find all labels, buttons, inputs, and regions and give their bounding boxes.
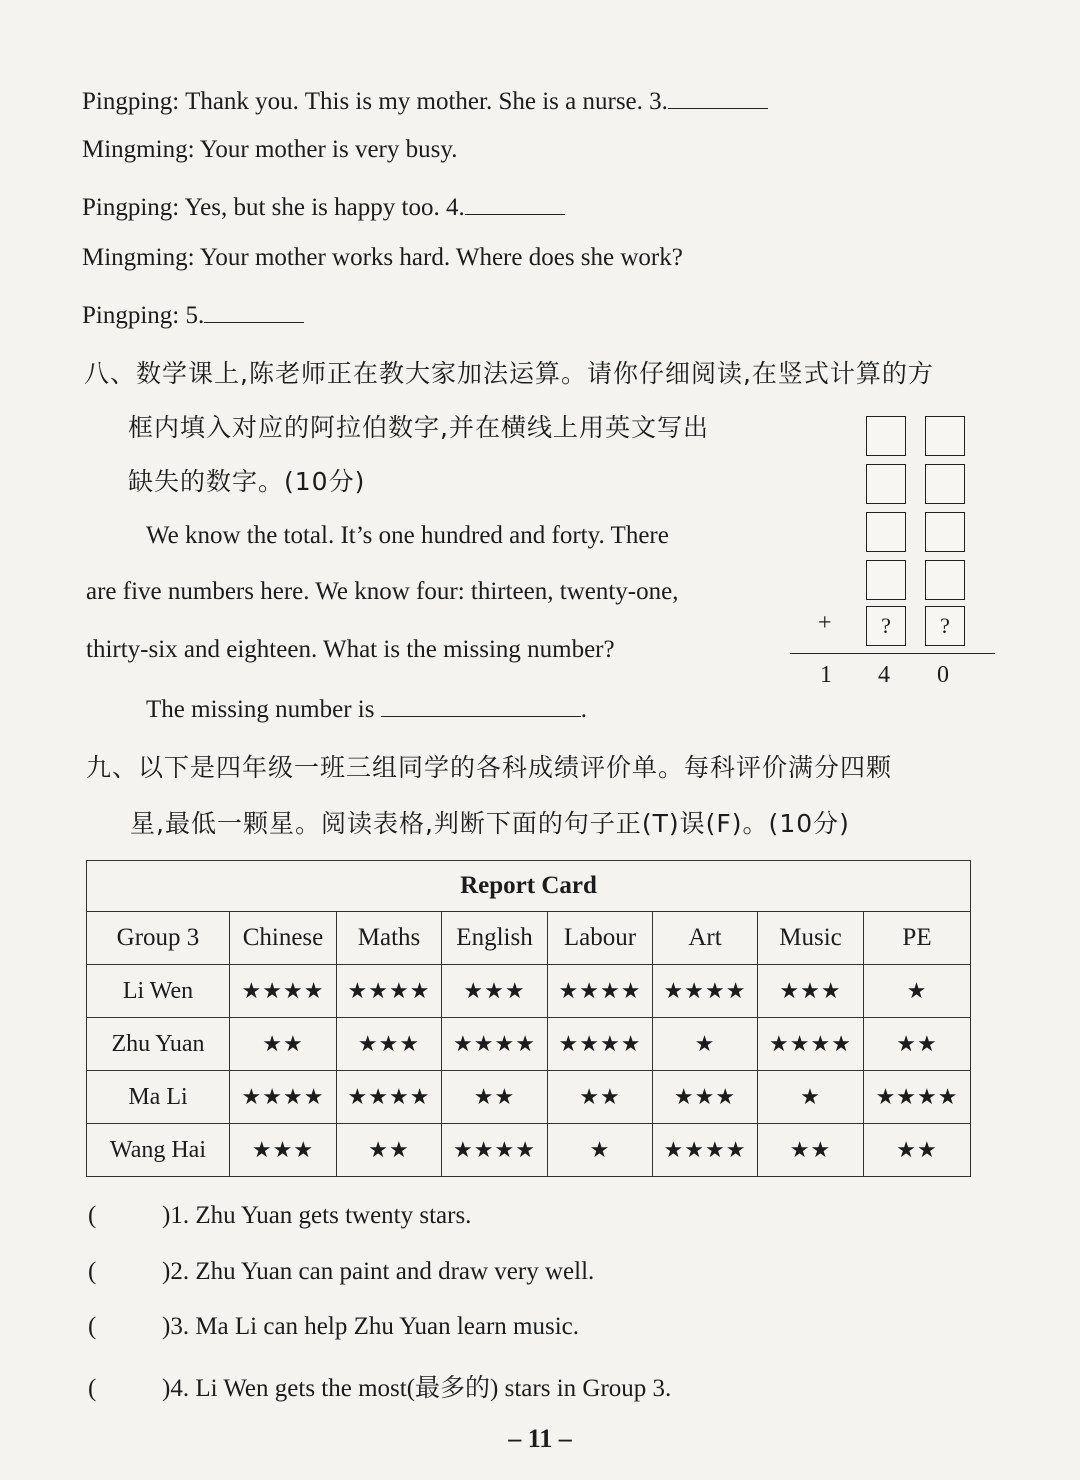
digit-box[interactable]	[866, 464, 906, 504]
digit-box[interactable]	[925, 560, 965, 600]
student-name: Wang Hai	[87, 1124, 230, 1177]
column-header: Maths	[337, 912, 442, 965]
star-rating: ★★	[548, 1071, 653, 1124]
report-card-title: Report Card	[87, 861, 971, 912]
star-rating: ★★★	[442, 965, 548, 1018]
section8-heading: 八、数学课上,陈老师正在教大家加法运算。请你仔细阅读,在竖式计算的方	[84, 359, 934, 388]
star-rating: ★★	[864, 1124, 971, 1177]
tf-question: ( )4. Li Wen gets the most(最多的) stars in Group 3.	[88, 1375, 672, 1402]
star-rating: ★★	[230, 1018, 337, 1071]
star-rating: ★★	[864, 1018, 971, 1071]
table-header-row	[87, 912, 971, 965]
star-rating: ★★★★	[337, 965, 442, 1018]
star-rating: ★	[758, 1071, 864, 1124]
section8-paragraph: thirty-six and eighteen. What is the missing number?	[86, 636, 615, 663]
star-rating: ★★★★	[442, 1018, 548, 1071]
section8-paragraph: We know the total. It’s one hundred and forty. There	[146, 522, 669, 549]
star-rating: ★★★★	[337, 1071, 442, 1124]
dialogue-line: Mingming: Your mother is very busy.	[82, 136, 458, 163]
column-header: Art	[653, 912, 758, 965]
dialogue-line: Pingping: Yes, but she is happy too. 4.	[82, 190, 565, 222]
column-header: Music	[758, 912, 864, 965]
column-header: Labour	[548, 912, 653, 965]
answer-blank[interactable]	[465, 190, 565, 215]
dialogue-line: Mingming: Your mother works hard. Where does she work?	[82, 244, 683, 271]
sum-digit: 1	[820, 662, 832, 688]
star-rating: ★★	[758, 1124, 864, 1177]
missing-number-answer: The missing number is .	[146, 692, 587, 724]
table-row	[87, 1071, 971, 1124]
answer-paren[interactable]: (	[88, 1375, 97, 1402]
missing-number-blank[interactable]	[381, 692, 581, 717]
missing-digit-box[interactable]: ?	[866, 606, 906, 646]
star-rating: ★★★	[230, 1124, 337, 1177]
column-header: PE	[864, 912, 971, 965]
star-rating: ★★★★	[442, 1124, 548, 1177]
star-rating: ★★★★	[864, 1071, 971, 1124]
star-rating: ★★★★	[653, 965, 758, 1018]
column-header: English	[442, 912, 548, 965]
digit-box[interactable]	[866, 560, 906, 600]
dialogue-line: Pingping: 5.	[82, 298, 304, 330]
digit-box[interactable]	[925, 416, 965, 456]
table-row	[87, 1124, 971, 1177]
digit-box[interactable]	[925, 512, 965, 552]
answer-blank[interactable]	[668, 84, 768, 109]
student-name: Ma Li	[87, 1071, 230, 1124]
star-rating: ★★★★	[230, 1071, 337, 1124]
digit-box[interactable]	[925, 464, 965, 504]
sum-digit: 0	[937, 662, 949, 688]
answer-blank[interactable]	[204, 298, 304, 323]
page-number: – 11 –	[508, 1424, 572, 1453]
column-header: Chinese	[230, 912, 337, 965]
answer-paren[interactable]: (	[88, 1202, 97, 1229]
student-name: Li Wen	[87, 965, 230, 1018]
digit-box[interactable]	[866, 512, 906, 552]
star-rating: ★★★★	[653, 1124, 758, 1177]
star-rating: ★★★	[337, 1018, 442, 1071]
tf-question: ( )3. Ma Li can help Zhu Yuan learn music.	[88, 1313, 580, 1340]
star-rating: ★	[548, 1124, 653, 1177]
digit-box[interactable]	[866, 416, 906, 456]
star-rating: ★★★★	[758, 1018, 864, 1071]
sum-digit: 4	[878, 662, 890, 688]
report-card-table	[86, 860, 971, 1177]
star-rating: ★★★★	[230, 965, 337, 1018]
section8-heading-cont: 缺失的数字。(10分)	[128, 467, 366, 496]
plus-sign: +	[818, 610, 832, 636]
sum-line	[790, 653, 995, 654]
column-header: Group 3	[87, 912, 230, 965]
section8-paragraph: are five numbers here. We know four: thirteen, twenty-one,	[86, 578, 679, 605]
star-rating: ★★★★	[548, 965, 653, 1018]
table-row	[87, 965, 971, 1018]
star-rating: ★	[864, 965, 971, 1018]
star-rating: ★★	[337, 1124, 442, 1177]
star-rating: ★★	[442, 1071, 548, 1124]
tf-question: ( )2. Zhu Yuan can paint and draw very well.	[88, 1258, 595, 1285]
section9-heading-cont: 星,最低一颗星。阅读表格,判断下面的句子正(T)误(F)。(10分)	[130, 809, 850, 838]
star-rating: ★★★	[653, 1071, 758, 1124]
section8-heading-cont: 框内填入对应的阿拉伯数字,并在横线上用英文写出	[128, 413, 709, 442]
answer-paren[interactable]: (	[88, 1258, 97, 1285]
star-rating: ★	[653, 1018, 758, 1071]
section9-heading: 九、以下是四年级一班三组同学的各科成绩评价单。每科评价满分四颗	[86, 753, 893, 782]
tf-question: ( )1. Zhu Yuan gets twenty stars.	[88, 1202, 472, 1229]
dialogue-line: Pingping: Thank you. This is my mother. She is a nurse. 3.	[82, 84, 768, 116]
missing-digit-box[interactable]: ?	[925, 606, 965, 646]
answer-paren[interactable]: (	[88, 1313, 97, 1340]
table-row	[87, 1018, 971, 1071]
student-name: Zhu Yuan	[87, 1018, 230, 1071]
star-rating: ★★★★	[548, 1018, 653, 1071]
star-rating: ★★★	[758, 965, 864, 1018]
